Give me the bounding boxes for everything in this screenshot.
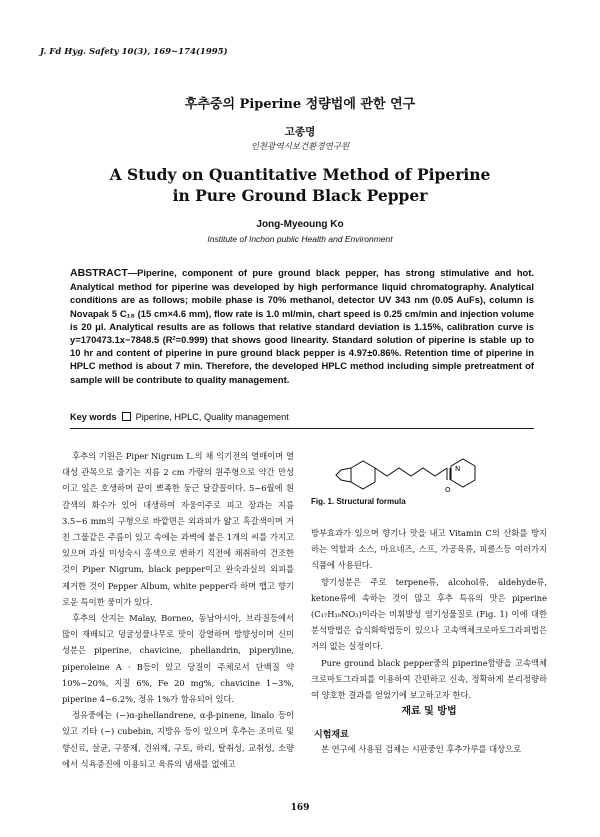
keywords (70, 412, 289, 422)
abstract-lead: ABSTRACT (70, 267, 128, 279)
figure-caption-text: Fig. 1. Structural formula (311, 497, 406, 506)
journal-header: J. Fd Hyg. Safety 10(3), 169~174(1995) (40, 47, 228, 57)
svg-text:N: N (455, 465, 461, 473)
diene-chain (375, 468, 447, 476)
figure-caption (311, 497, 406, 506)
institute-english: Institute of Inchon public Health and Environment (207, 234, 393, 244)
title-english (0, 164, 600, 206)
right-column (311, 525, 547, 703)
right-paragraph-1: 방부효과가 있으며 향기나 맛을 내고 Vitamin C의 산화를 방지하는 역할과 소스, 마요네즈, 스프, 가공육류, 피클스등 여러가지 식품에 사용된다. (311, 528, 547, 571)
left-column (62, 448, 294, 772)
keywords-divider (70, 428, 534, 429)
dioxole-bridge (336, 468, 351, 482)
institute-korean: 인천광역시보건환경연구원 (250, 142, 350, 152)
keywords-label: Key words (70, 412, 117, 422)
keywords-box-icon (122, 412, 131, 421)
piperidine-ring (451, 459, 475, 487)
subsection-title: 시험재료 (314, 730, 349, 740)
right-column-lower (311, 741, 547, 757)
left-paragraph-1: 후추의 기원은 Piper Nigrum L.의 채 익기전의 열매이며 열대성 관목으로 줄기는 지름 2 cm 가량의 원주형으로 약간 만성이고 잎은 호생하며 끝이 뾰족한 둥근 달걀꼴이다. 5~6월에 흰갈색의 화수가 있어 대생하여 자웅이주로 피고 장과는 지름 3.5~6 mm의 구형으로 바깥면은 외과피가 얇고 흑갈색이며 거친 그물같은 주름이 있고 속에는 과벽에 붙은 1개의 씨를 가지고 있으며 과실 미성숙시 홍색으로 변하기 직전에 채취하여 건조한 것이 Piper Nigrum, black pepper이고 완숙과실의 외피를 제거한 것이 Pepper Album, white pepper라 하며 맵고 향기로운 특이한 풍미가 있다. (62, 451, 294, 607)
right-paragraph-2: 향기성분은 주로 terpene류, alcohol류, aldehyde류, ketone류에 속하는 것이 많고 후추 특유의 맛은 piperine (C₁₇H₁₉NO₃)이라는 비휘발성 염기성물질로 (Fig. 1) 이에 대한 분석방법은 습식화학법등이 있으나 고속액체크로마토그라피법은 거의 없는 실정이다. (311, 576, 547, 652)
svg-text:O: O (445, 486, 451, 494)
author-english: Jong-Myeoung Ko (256, 219, 344, 230)
section-title: 재료 및 방법 (401, 706, 457, 717)
page-number: 169 (290, 803, 310, 813)
title-english-line-1: A Study on Quantitative Method of Piperine (109, 165, 491, 184)
keywords-text: Piperine, HPLC, Quality management (135, 412, 289, 422)
benzodioxole-ring (351, 461, 375, 489)
abstract-body: —Piperine, component of pure ground black pepper, has strong stimulative and hot. Analytical method for piperine was developed by high performance liquid chromatography. Analytical conditions are as follows; mobile phase is 70% methanol, detector UV 343 nm (0.05 AuFs), column is Novapak 5 C₁₈ (15 cm×4.6 mm), flow rate is 1.0 ml/min, chart speed is 0.25 cm/min and injection volume is 20 μl. Analytical results are as follows that relative standard deviation is 1.15%, calibration curve is y=170473.1x−7848.5 (R²=0.999) that shows good linearity. Standard solution of piperine is stable up to 10 hr and content of piperine in pure ground black pepper is 4.97±0.86%. Retention time of piperine in HPLC method is about 7 min. Therefore, the developed HPLC method including simple pretreatment of sample will be contribute to quality management. (70, 267, 534, 385)
left-paragraph-3: 정유중에는 (−)α-phellandrene, α-β-pinene, linalo 등이 있고 기타 (−) cubebin, 지방유 등이 있으며 후추는 조미료 및 향신료, 살균, 구풍제, 건위제, 구토, 하리, 탈취성, 교취성, 소량에서 식욕증진에 이용되고 육류의 냄새를 없애고 (62, 710, 294, 769)
right-paragraph-3: Pure ground black pepper중의 piperine함량을 고속액체크로마토그라피를 이용하여 간편하고 신속, 정확하게 분리정량하여 양호한 결과를 얻었기에 보고하고자 한다. (311, 657, 547, 701)
right-paragraph-4: 본 연구에 사용된 검체는 시판중인 후추가루를 대상으로 (321, 744, 522, 754)
title-korean: 후추중의 Piperine 정량법에 관한 연구 (184, 97, 416, 112)
left-paragraph-2: 후추의 산지는 Malay, Borneo, 동남아시아, 브라질등에서 많이 재배되고 덩굴성풀나무로 맛이 강열하며 방향성이며 신미성분은 piperine, chavicine, phellandrin, piperyline, piperoleine A · B등이 있고 당질이 주체로서 단백질 약 10%~20%, 지질 6%, Fe 20 mg%, chavicine 1~3%, piperine 4~6.2%, 정유 1%가 함유되어 있다. (62, 613, 294, 705)
title-english-line-2: in Pure Ground Black Pepper (172, 186, 428, 205)
author-korean: 고종명 (284, 126, 316, 138)
abstract (70, 266, 534, 386)
